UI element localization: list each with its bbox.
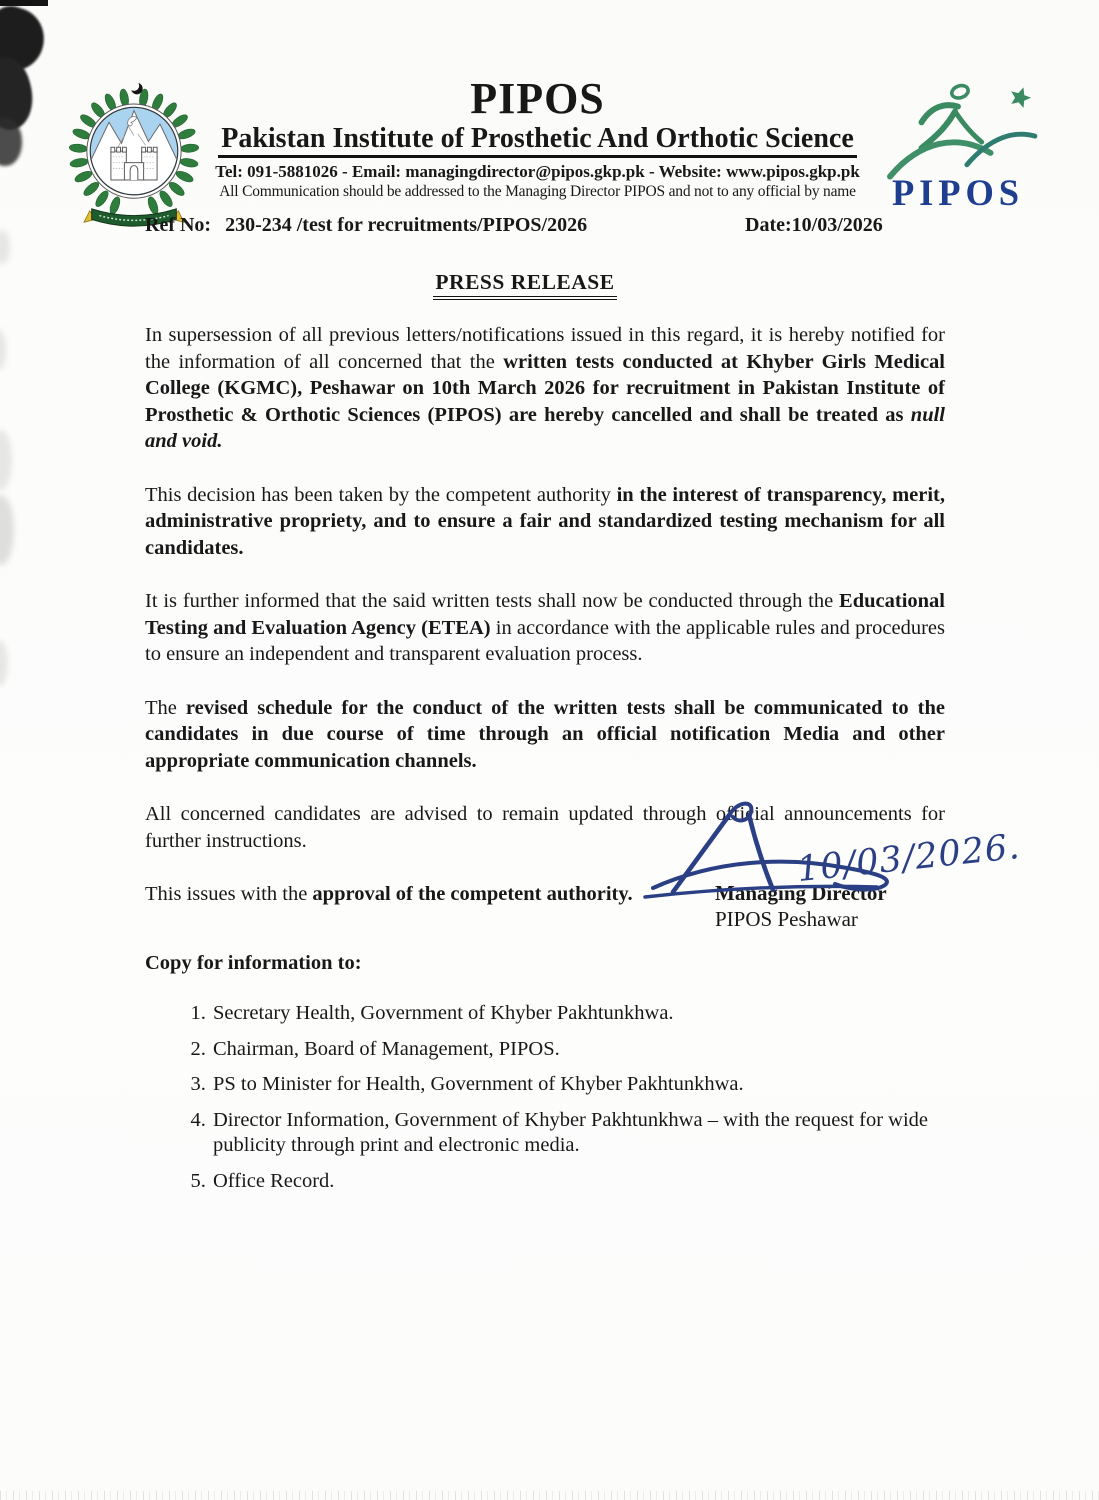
- body-paragraph: [145, 322, 945, 455]
- scan-smudge: [0, 495, 14, 565]
- letterhead: [0, 76, 1099, 226]
- copy-list-item: 1. Secretary Health, Government of Khyber Pakhtunkhwa.: [211, 1001, 957, 1027]
- paragraph-segment: in the interest of transparency, merit, administrative propriety, and to ensure a fair and standardized testing mechanism for all candidates.: [145, 483, 945, 559]
- pipos-logo: [869, 76, 1047, 216]
- paragraph-segment: null and void.: [145, 403, 945, 452]
- paragraph-segment: All concerned candidates are advised to remain updated through official announcements for further instructions.: [145, 803, 945, 852]
- copy-list-item: 5. Office Record.: [211, 1169, 957, 1195]
- copy-list-item: 2. Chairman, Board of Management, PIPOS.: [211, 1037, 957, 1063]
- ref-no-label: Ref No:: [145, 214, 212, 236]
- pipos-logo-wordmark: PIPOS: [891, 173, 1025, 214]
- scan-smudge: [0, 230, 10, 264]
- signatory-organization: PIPOS Peshawar: [715, 907, 858, 931]
- kp-government-emblem-logo: [60, 78, 208, 230]
- copy-list-item: 4. Director Information, Government of Khyber Pakhtunkhwa – with the request for wide publicity through print and electronic media.: [211, 1108, 957, 1159]
- paragraph-segment: In supersession of all previous letters/notifications issued in this regard, it is hereby notified for the information of all concerned that the: [145, 324, 945, 373]
- copy-list: [145, 1001, 957, 1194]
- paragraph-segment: This decision has been taken by the competent authority: [145, 483, 617, 506]
- paragraph-segment: revised schedule for the conduct of the written tests shall be communicated to the candidates in due course of time through an official notification Media and other appropriate communication channels.: [145, 696, 945, 772]
- scan-smudge: [0, 430, 12, 490]
- scan-artifact-bottom-edge: [0, 1491, 1099, 1500]
- reference-row: [145, 214, 955, 237]
- body-paragraph: [145, 588, 945, 668]
- paragraph-segment: in accordance with the applicable rules and procedures to ensure an independent and transparent evaluation process.: [145, 616, 945, 665]
- handwritten-signature: [635, 798, 1065, 910]
- paragraph-segment: written tests conducted at Khyber Girls Medical College (KGMC), Peshawar on 10th March 2026 for recruitment in Pakistan Institute of Prosthetic & Orthotic Sciences (PIPOS) are hereby cancelled and shall be treated as: [145, 350, 945, 426]
- communication-notice: All Communication should be addressed to the Managing Director PIPOS and not to any official by name: [219, 183, 856, 200]
- signatory-title: Managing Director: [715, 881, 887, 905]
- copy-for-information-section: [145, 952, 957, 1204]
- scan-smudge: [0, 330, 6, 370]
- handwritten-date: 10/03/2026.: [795, 826, 1023, 891]
- org-acronym-title: PIPOS: [470, 74, 605, 123]
- org-full-name: Pakistan Institute of Prosthetic And Orthotic Science: [218, 123, 857, 158]
- ref-no-value: 230-234 /test for recruitments/PIPOS/2026: [225, 214, 588, 236]
- body-paragraph: [145, 482, 945, 562]
- copy-section-heading: Copy for information to:: [145, 952, 362, 974]
- press-release-title: PRESS RELEASE: [433, 270, 616, 300]
- document-date: Date:10/03/2026: [745, 214, 883, 236]
- paragraph-segment: It is further informed that the said written tests shall now be conducted through the: [145, 590, 840, 612]
- copy-list-item: 3. PS to Minister for Health, Government of Khyber Pakhtunkhwa.: [211, 1072, 957, 1098]
- paragraph-segment: The: [145, 696, 186, 719]
- paragraph-segment: This issues with the: [145, 883, 313, 905]
- paragraph-segment: Educational Testing and Evaluation Agency (ETEA): [145, 590, 945, 639]
- scan-artifact-top-bar: [0, 0, 48, 6]
- paragraph-segment: approval of the competent authority.: [312, 883, 633, 905]
- scan-smudge: [0, 640, 8, 686]
- body-paragraph: [145, 695, 945, 775]
- contact-line: Tel: 091-5881026 - Email: managingdirector@pipos.gkp.pk - Website: www.pipos.gkp.pk: [215, 162, 860, 181]
- scan-artifact-blob: [0, 1, 52, 78]
